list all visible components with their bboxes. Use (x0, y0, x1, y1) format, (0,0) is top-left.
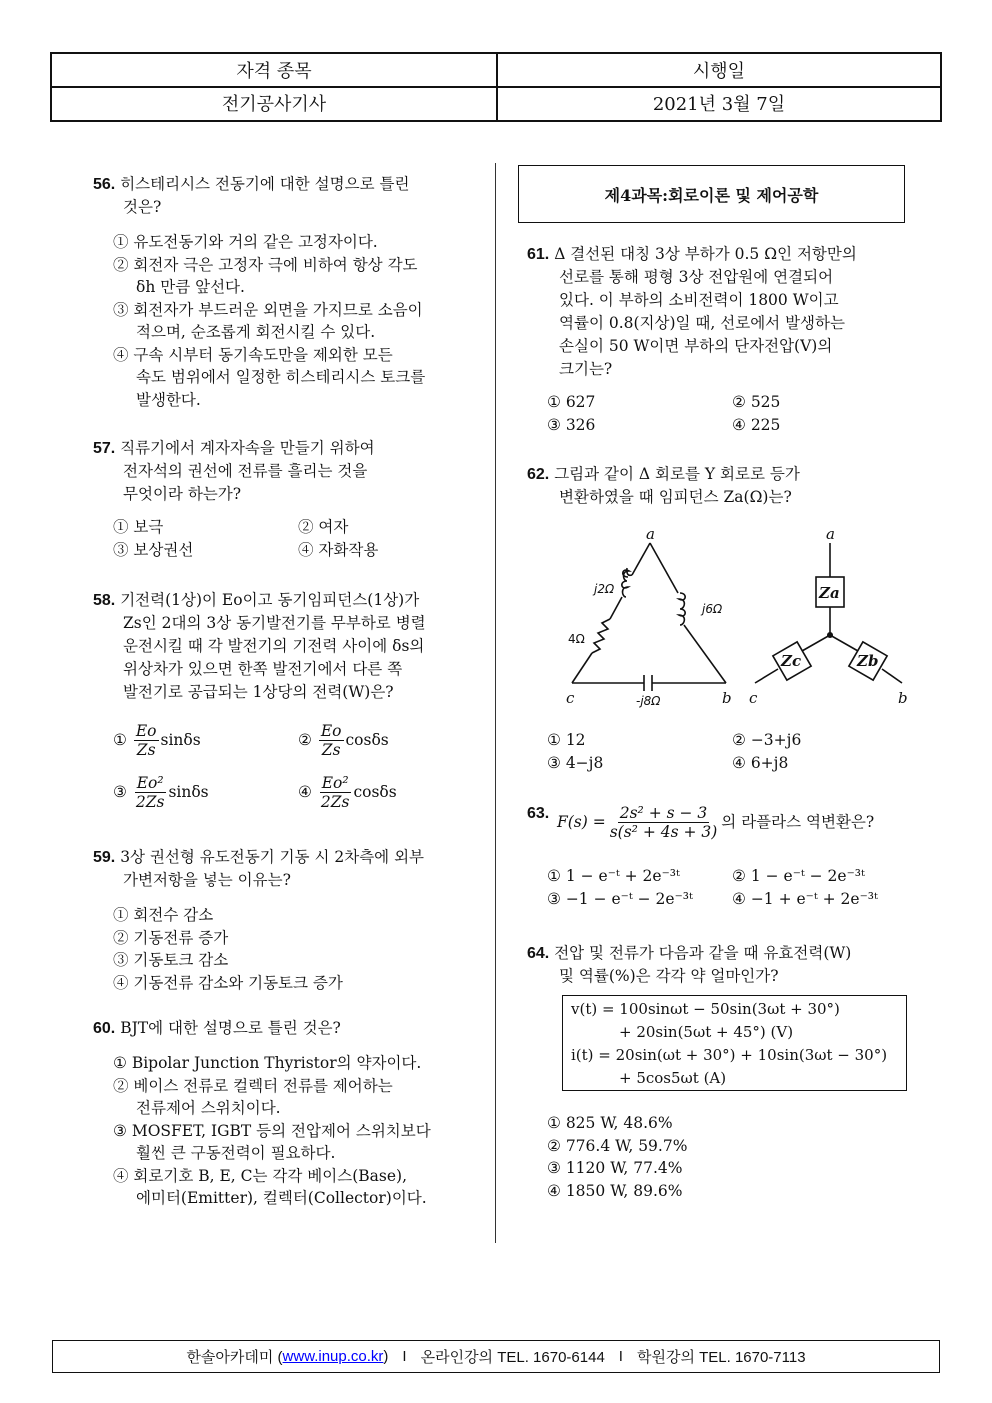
option-4 (298, 774, 397, 811)
option-2: ② 525 (732, 393, 781, 411)
option-4: ④ −1 + e⁻ᵗ + 2e⁻³ᵗ (732, 889, 878, 908)
question-text: 선로를 통해 평형 3상 전압원에 연결되어 (559, 268, 834, 286)
question-63 (527, 802, 922, 910)
numerator: Eo (135, 721, 157, 740)
option-2: ② 베이스 전류로 컬렉터 전류를 제어하는 (113, 1076, 393, 1095)
formula-current-cont: + 5cos5ωt (A) (619, 1069, 727, 1087)
option-3-cont: 훨씬 큰 구동전력이 필요하다. (136, 1144, 336, 1162)
header-row-values (52, 86, 940, 120)
option-1 (113, 722, 298, 759)
question-text: 히스테리시스 전동기에 대한 설명으로 틀린 (120, 175, 410, 193)
node-label-c: c (566, 689, 575, 707)
fraction (134, 722, 159, 759)
numerator: Eo (320, 721, 342, 740)
option-1: ① 회전수 감소 (113, 906, 214, 924)
question-text: 직류기에서 계자자속을 만들기 위하여 (120, 439, 375, 457)
option-2: ② 여자 (298, 518, 349, 536)
question-text: Zs인 2대의 3상 동기발전기를 무부하로 병렬 (123, 614, 426, 632)
label-4-ohm: 4Ω (568, 632, 585, 646)
denominator: Zs (136, 740, 156, 759)
question-text: 크기는? (559, 360, 613, 378)
question-text: 발전기로 공급되는 1상당의 전력(W)은? (123, 683, 394, 701)
footer-separator: I (402, 1348, 407, 1365)
question-number: 63. (527, 805, 550, 822)
option-1: ① 유도전동기와 거의 같은 고정자이다. (113, 233, 378, 251)
question-text: 것은? (123, 198, 162, 216)
impedance-label-zb: Zb (857, 652, 879, 670)
question-text: 역률이 0.8(지상)일 때, 선로에서 발생하는 (559, 314, 845, 332)
function: cosδs (353, 782, 397, 801)
node-label-c: c (749, 689, 758, 707)
option-mark: ① (113, 730, 127, 749)
formula-current: i(t) = 20sin(ωt + 30°) + 10sin(3ωt − 30°) (571, 1046, 888, 1064)
question-number: 56. (93, 176, 116, 193)
option-4-cont: 발생한다. (136, 390, 201, 409)
fraction (134, 774, 167, 811)
formula-box (562, 995, 907, 1091)
label-j6-ohm: j6Ω (702, 602, 723, 616)
question-text: 3상 권선형 유도전동기 기동 시 2차측에 외부 (120, 848, 425, 866)
option-mark: ② (298, 730, 312, 749)
question-56 (93, 173, 483, 411)
denominator: 2Zs (135, 792, 165, 811)
option-mark: ③ (113, 782, 127, 801)
node-label-a: a (826, 525, 835, 543)
function: sinδs (168, 782, 209, 801)
option-2: ② 1 − e⁻ᵗ − 2e⁻³ᵗ (732, 867, 865, 885)
question-number: 58. (93, 592, 116, 609)
question-57 (93, 437, 483, 561)
option-1: ① 1 − e⁻ᵗ + 2e⁻³ᵗ (547, 867, 680, 885)
question-number: 60. (93, 1020, 116, 1037)
footer-offline-tel: 학원강의 TEL. 1670-7113 (636, 1349, 806, 1366)
question-text: BJT에 대한 설명으로 틀린 것은? (120, 1019, 341, 1037)
question-number: 64. (527, 945, 550, 962)
footer-academy: 한솔아카데미 ( (186, 1349, 283, 1366)
header-qualification-title: 자격 종목 (52, 54, 498, 86)
header-row-titles (52, 54, 940, 88)
numerator: Eo² (321, 773, 349, 792)
option-1: ① Bipolar Junction Thyristor의 약자이다. (113, 1054, 422, 1072)
option-2: ② 기동전류 증가 (113, 928, 229, 947)
question-text: 가변저항을 넣는 이유는? (123, 871, 291, 889)
delta-wye-circuit-diagram (550, 525, 920, 710)
question-text: 있다. 이 부하의 소비전력이 1800 W이고 (559, 291, 839, 309)
numerator: Eo² (136, 773, 164, 792)
denominator: s(s² + 4s + 3) (609, 823, 718, 841)
question-text: 변환하였을 때 임피던스 Za(Ω)는? (559, 488, 792, 506)
node-label-b: b (722, 689, 732, 707)
column-divider (495, 163, 496, 1243)
option-3 (113, 774, 298, 811)
footer-website-link[interactable]: www.inup.co.kr (282, 1348, 384, 1365)
option-2-cont: 전류제어 스위치이다. (136, 1099, 281, 1117)
question-text: 그림과 같이 Δ 회로를 Y 회로로 등가 (554, 465, 800, 483)
option-3: ③ 4−j8 (547, 753, 604, 772)
formula-voltage: v(t) = 100sinωt − 50sin(3ωt + 30°) (571, 1000, 840, 1018)
label-j2-ohm: j2Ω (594, 582, 615, 596)
formula-voltage-cont: + 20sin(5ωt + 45°) (V) (619, 1023, 794, 1041)
node-label-a: a (646, 525, 655, 543)
question-61 (527, 243, 922, 436)
option-2-cont: δh 만큼 앞선다. (136, 278, 245, 296)
question-59 (93, 846, 483, 994)
fraction (608, 804, 720, 841)
option-3: ③ MOSFET, IGBT 등의 전압제어 스위치보다 (113, 1121, 431, 1140)
option-3: ③ 회전자가 부드러운 외면을 가지므로 소음이 (113, 300, 423, 319)
footer (52, 1340, 940, 1373)
option-4: ④ 기동전류 감소와 기동토크 증가 (113, 973, 343, 992)
function: sinδs (160, 730, 201, 749)
question-text: 의 라플라스 역변환은? (721, 813, 875, 831)
wye-center-node (827, 632, 833, 638)
question-number: 57. (93, 440, 116, 457)
option-mark: ④ (298, 782, 312, 801)
option-1: ① 보극 (113, 518, 164, 536)
impedance-label-za: Za (819, 584, 840, 602)
option-1: ① 12 (547, 731, 586, 749)
option-1: ① 825 W, 48.6% (547, 1114, 673, 1132)
question-text: 기전력(1상)이 Eo이고 동기임피던스(1상)가 (120, 591, 420, 609)
denominator: 2Zs (320, 792, 350, 811)
option-4: ④ 225 (732, 415, 781, 434)
header-date-title: 시행일 (692, 61, 746, 82)
subject-box: 제4과목:회로이론 및 제어공학 (518, 165, 905, 223)
question-text: 손실이 50 W이면 부하의 단자전압(V)의 (559, 337, 833, 355)
option-3: ③ 326 (547, 415, 596, 434)
option-4: ④ 6+j8 (732, 753, 789, 772)
option-2: ② 회전자 극은 고정자 극에 비하여 항상 각도 (113, 255, 418, 274)
header-qualification-value: 전기공사기사 (52, 86, 498, 120)
question-number: 59. (93, 849, 116, 866)
option-3: ③ 기동토크 감소 (113, 951, 229, 969)
question-64 (527, 942, 922, 988)
option-4: ④ 자화작용 (298, 540, 379, 559)
question-62 (527, 463, 922, 509)
question-58 (93, 589, 483, 820)
option-4-cont: 속도 범위에서 일정한 히스테리시스 토크를 (136, 368, 426, 386)
question-64-options (547, 1112, 922, 1202)
fraction (319, 774, 352, 811)
option-2: ② 776.4 W, 59.7% (547, 1136, 688, 1155)
option-3: ③ 1120 W, 77.4% (547, 1159, 683, 1177)
option-3-cont: 적으며, 순조롭게 회전시킬 수 있다. (136, 323, 376, 341)
header-date-value: 2021년 3월 7일 (652, 94, 786, 115)
option-4: ④ 회로기호 B, E, C는 각각 베이스(Base), (113, 1166, 407, 1185)
fraction (319, 722, 344, 759)
impedance-label-zc: Zc (781, 652, 802, 670)
question-62-options (547, 729, 922, 774)
question-text: 무엇이라 하는가? (123, 485, 242, 503)
option-3: ③ 보상권선 (113, 540, 194, 559)
question-text: 및 역률(%)은 각각 약 얼마인가? (559, 967, 779, 985)
option-4: ④ 구속 시부터 동기속도만을 제외한 모든 (113, 345, 393, 364)
function: cosδs (345, 730, 389, 749)
question-text: 전자석의 권선에 전류를 흘리는 것을 (123, 462, 368, 480)
option-2: ② −3+j6 (732, 731, 802, 749)
question-number: 61. (527, 246, 550, 263)
option-4: ④ 1850 W, 89.6% (547, 1181, 683, 1200)
question-text: 운전시킬 때 각 발전기의 기전력 사이에 δs의 (123, 637, 425, 655)
question-text: 위상차가 있으면 한쪽 발전기에서 다른 쪽 (123, 660, 403, 678)
node-label-b: b (898, 689, 908, 707)
question-60 (93, 1017, 483, 1210)
option-3: ③ −1 − e⁻ᵗ − 2e⁻³ᵗ (547, 889, 693, 908)
label-minus-j8-ohm: -j8Ω (636, 694, 661, 708)
option-4-cont: 에미터(Emitter), 컬렉터(Collector)이다. (136, 1189, 427, 1207)
footer-separator: I (618, 1348, 623, 1365)
question-text: Δ 결선된 대칭 3상 부하가 0.5 Ω인 저항만의 (554, 245, 857, 263)
option-1: ① 627 (547, 393, 596, 411)
question-number: 62. (527, 466, 550, 483)
numerator: 2s² + s − 3 (619, 804, 708, 822)
footer-online-tel: 온라인강의 TEL. 1670-6144 (420, 1349, 605, 1366)
footer-paren: ) (383, 1348, 389, 1365)
denominator: Zs (321, 740, 341, 759)
laplace-lhs: F(s) = (557, 813, 606, 831)
question-text: 전압 및 전류가 다음과 같을 때 유효전력(W) (554, 944, 852, 962)
header-table (50, 52, 942, 122)
option-2 (298, 722, 389, 759)
